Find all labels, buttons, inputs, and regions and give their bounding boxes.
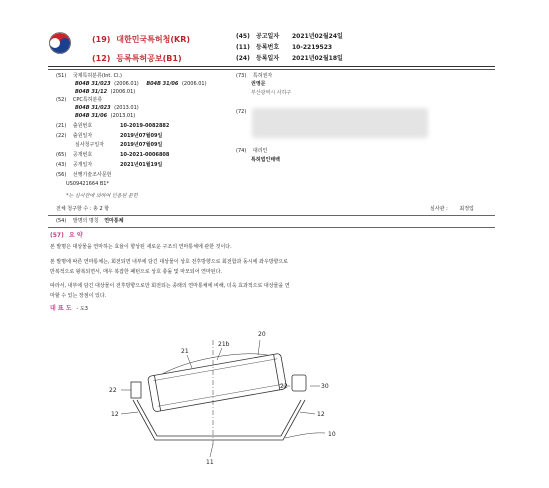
abstract-paragraph-3-line-2: 마할 수 있는 장점이 있다. [50, 293, 107, 299]
field-code: (24) [236, 55, 250, 62]
cpc-1: B04B 31/023 [75, 105, 111, 111]
app-num-code: (21) [56, 123, 67, 129]
cpc-code: (52) [56, 97, 67, 103]
agent-name: 특허법인태백 [251, 157, 280, 163]
intl-class-label: 국제특허분류(Int. Cl.) [72, 73, 122, 79]
prior-doc: US09421664 B1* [66, 181, 109, 187]
pubdate: 2021년01월19일 [120, 162, 163, 168]
claims-count: 전체 청구항 수 : 총 2 항 [56, 206, 110, 212]
field-label: 등록일자 [255, 55, 280, 62]
representative-figure-ref: - 도3 [76, 306, 88, 312]
figure-label-10: 10 [328, 431, 336, 438]
intl-class-3-date: (2006.01) [110, 89, 136, 95]
patent-figure [95, 320, 355, 470]
field-label: 공고일자 [255, 33, 280, 40]
figure-left-hub [131, 382, 141, 398]
invention-title: 연마통체 [104, 218, 124, 224]
field-value: 2021년02월18일 [292, 55, 343, 62]
cpc-1-date: (2013.01) [114, 105, 139, 111]
publication-number: (12) [92, 54, 111, 63]
patentee-code: (73) [236, 73, 247, 79]
filing-code: (22) [56, 133, 67, 139]
prior-note: *는 심사관에 의하여 인용된 문헌 [66, 193, 138, 199]
cpc-2-date: (2013.01) [110, 113, 136, 119]
redacted-block [252, 108, 428, 138]
examiner-name: 최정업 [459, 206, 474, 212]
field-value: 10-2219523 [292, 44, 333, 51]
publication-type: 등록특허공보(B1) [116, 54, 182, 63]
pubnum-code: (65) [56, 152, 67, 158]
abstract-paragraph-2-line-2: 반복적으로 왕복되면서, 매우 복잡한 패턴으로 상호 충돌 및 마모되어 연마된다. [50, 269, 223, 275]
exam-label: 심사청구일자 [75, 142, 104, 148]
abstract-heading: 요 약 [68, 232, 83, 239]
figure-label-11: 11 [206, 459, 214, 466]
office-number: (19) [92, 35, 111, 44]
intl-class-2: B04B 31/06 [146, 81, 179, 87]
abstract-paragraph-1: 본 발명은 대상물을 연마하는 효율이 향상된 새로운 구조의 연마통체에 관한 것이다. [50, 244, 232, 250]
abstract-code: (57) [50, 232, 64, 239]
representative-figure-label: 대 표 도 [50, 305, 72, 312]
figure-label-22-right: 22 [280, 383, 288, 390]
app-num-label: 출원번호 [72, 123, 93, 129]
figure-label-12-left: 12 [111, 411, 119, 418]
patentee-address: 부산광역시 사하구 [251, 90, 292, 96]
pubnum: 10-2021-0006808 [120, 152, 170, 158]
figure-motor [292, 375, 306, 391]
intl-class-1-date: (2006.01) [114, 81, 139, 87]
intl-class-3: B04B 31/12 [75, 89, 108, 95]
examiner-label: 심사관 : [430, 206, 448, 212]
agent-label: 대리인 [252, 148, 268, 154]
app-num: 10-2019-0082882 [120, 123, 170, 129]
exam-date: 2019년07월09일 [120, 142, 163, 148]
inventor-code: (72) [236, 109, 247, 115]
cpc-label: CPC특허분류 [72, 97, 103, 103]
figure-label-12-right: 12 [317, 411, 325, 418]
patentee-name: 권영문 [251, 81, 266, 87]
biblio-divider [48, 215, 495, 216]
pubdate-label: 공개일자 [72, 162, 93, 168]
filing-label: 출원일자 [72, 133, 93, 139]
figure-label-21b: 21b [218, 341, 230, 348]
title-divider [48, 227, 495, 228]
figure-label-22-left: 22 [109, 387, 117, 394]
field-label: 등록번호 [255, 44, 280, 51]
figure-label-21: 21 [181, 348, 189, 355]
pubnum-label: 공개번호 [72, 152, 93, 158]
agent-code: (74) [236, 148, 247, 154]
prior-label: 선행기술조사문헌 [72, 172, 112, 178]
abstract-paragraph-2-line-1: 본 발명에 따른 연마통체는, 회전되면 내부에 담긴 대상물이 상호 전후방향으로 회전함과 동시에 좌우방향으로 [50, 259, 289, 265]
intl-class-1: B04B 31/023 [75, 81, 111, 87]
field-value: 2021년02월24일 [292, 33, 343, 40]
title-label: 발명의 명칭 [72, 218, 99, 224]
field-code: (45) [236, 33, 250, 40]
intl-class-2-date: (2006.01) [181, 81, 207, 87]
figure-label-20: 20 [258, 331, 266, 338]
header-divider [48, 66, 495, 67]
pubdate-code: (43) [56, 162, 67, 168]
title-code: (54) [56, 218, 67, 224]
header-divider-thin [48, 69, 495, 70]
intl-class-code: (51) [56, 73, 67, 79]
office-name: 대한민국특허청(KR) [116, 35, 191, 44]
figure-label-30: 30 [321, 383, 329, 390]
filing-date: 2019년07월09일 [120, 133, 163, 139]
field-code: (11) [236, 44, 250, 51]
patentee-label: 특허권자 [252, 73, 273, 79]
figure-drum [148, 353, 287, 412]
abstract-paragraph-3-line-1: 따라서, 내부에 담긴 대상물이 전후방향으로만 회전되는 종래의 연마통체에 비해, 더욱 효과적으로 대상물을 연 [50, 283, 290, 289]
kipo-logo [49, 32, 71, 54]
prior-code: (56) [56, 172, 67, 178]
cpc-2: B04B 31/06 [75, 113, 108, 119]
